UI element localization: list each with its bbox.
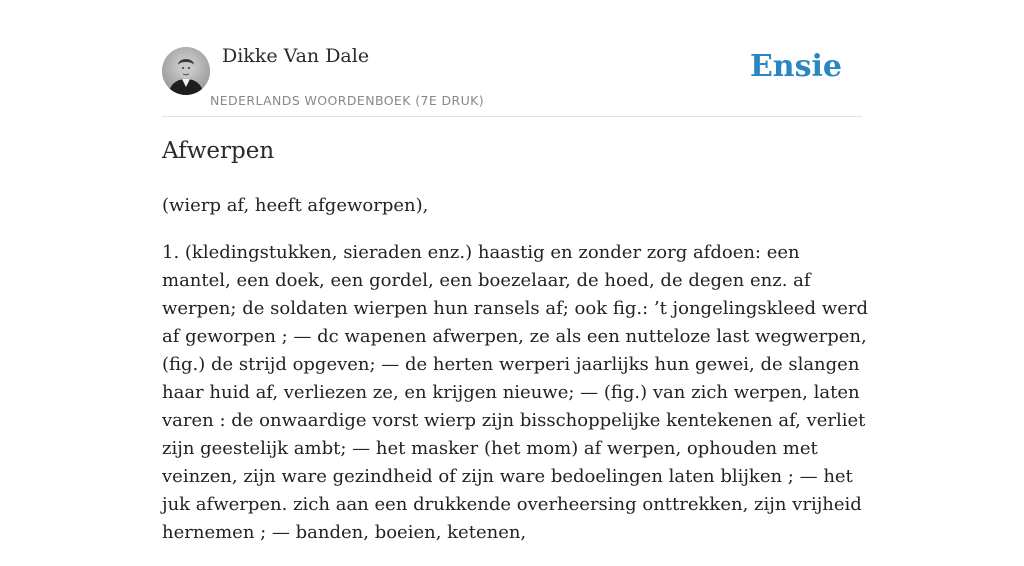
page-header xyxy=(162,0,862,117)
author-name[interactable]: Dikke Van Dale xyxy=(222,45,370,67)
page-container xyxy=(162,0,868,543)
portrait-icon xyxy=(162,47,210,95)
entry-grammar: (wierp af, heeft afgeworpen), xyxy=(162,195,429,216)
brand-logo[interactable]: Ensie xyxy=(749,49,842,84)
author-avatar[interactable] xyxy=(162,47,210,95)
entry-title: Afwerpen xyxy=(162,138,275,164)
entry-definition: 1. (kledingstukken, sieraden enz.) haastig en zonder zorg afdoen: een mantel, een doek, een gordel, een boezelaar, de hoed, de degen enz. af werpen; de soldaten wierpen hun ransels af; ook fig.: ’t jongelingskleed werd af geworpen ; — dc wapenen afwerpen, ze als een nutteloze last wegwerpen, (fig.) de strijd opgeven; — de herten werperi jaarlijks hun gewei, de slangen haar huid af, verliezen ze, en krijgen nieuwe; — (fig.) van zich werpen, laten varen : de onwaardige vorst wierp zijn bisschoppelijke kentekenen af, verliet zijn geestelijk ambt; — het masker (het mom) af werpen, ophouden met veinzen, zijn ware gezindheid of zijn ware bedoelingen laten blijken ; — het juk afwerpen. zich aan een drukkende overheersing onttrekken, zijn vrijheid hernemen ; — banden, boeien, ketenen, xyxy=(162,242,868,543)
source-label[interactable]: NEDERLANDS WOORDENBOEK (7E DRUK) xyxy=(210,93,485,108)
entry-body xyxy=(162,192,868,566)
